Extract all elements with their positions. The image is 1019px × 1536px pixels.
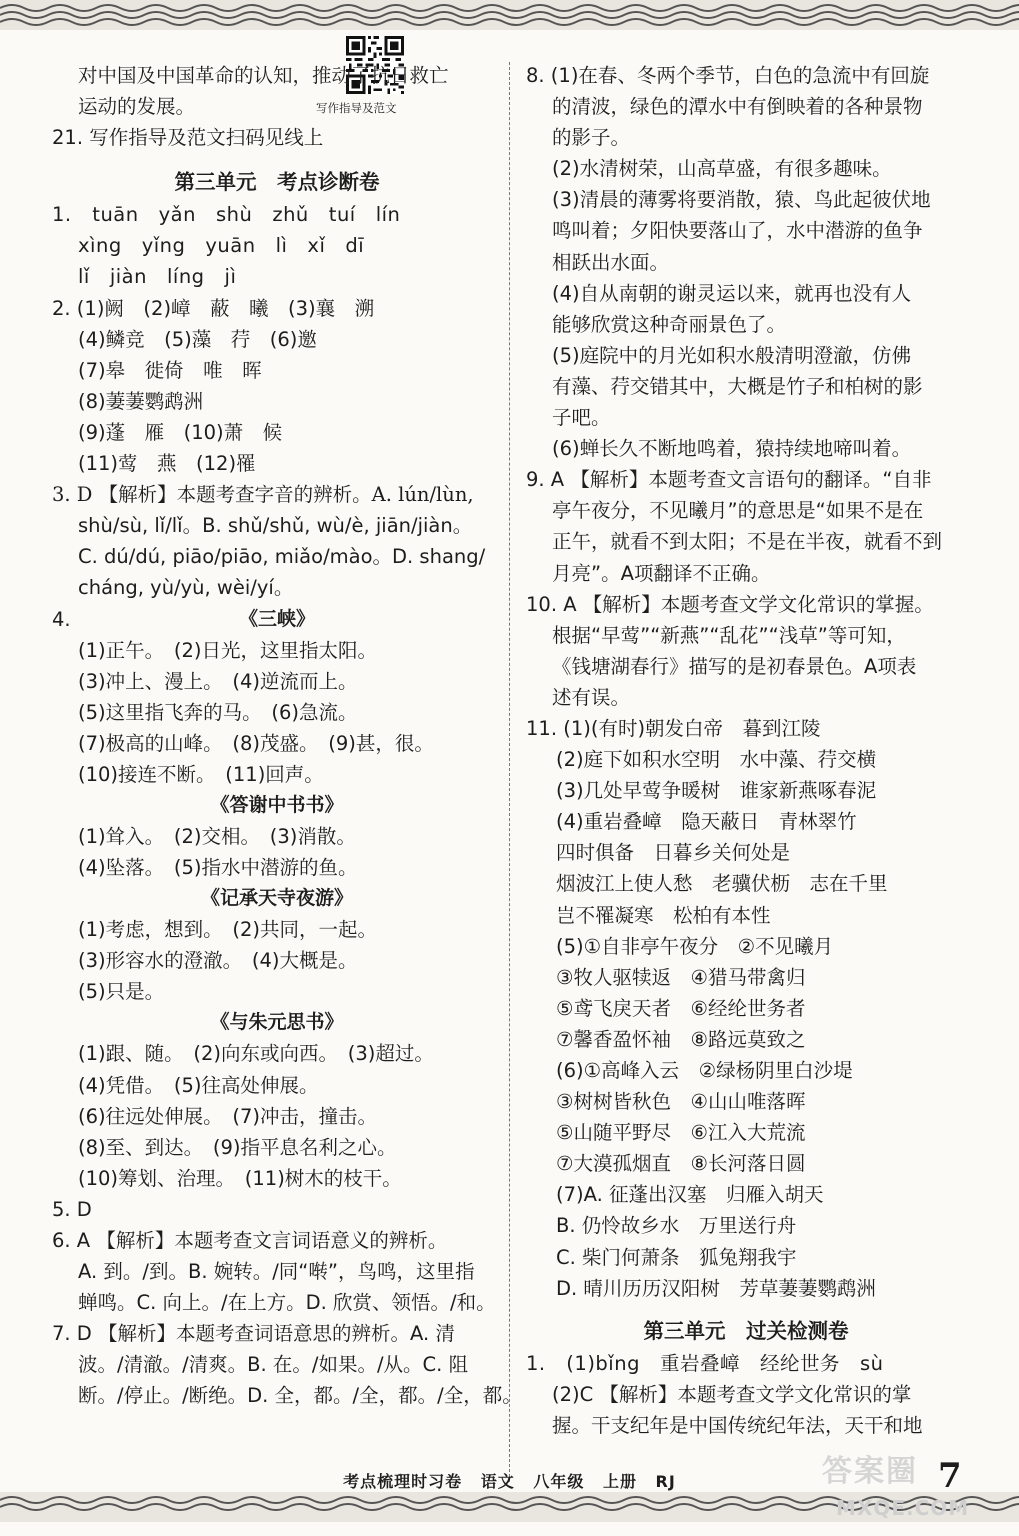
q4-daxie-line: (1)耸入。 (2)交相。 (3)消散。 bbox=[78, 824, 356, 848]
q11-line: 烟波江上使人愁 老骥伏枥 志在千里 bbox=[556, 872, 888, 896]
q8-line: 能够欣赏这种奇丽景色了。 bbox=[552, 312, 787, 336]
q5-line: 5. D bbox=[52, 1197, 92, 1221]
q11-line: 岂不罹凝寒 松柏有本性 bbox=[556, 903, 771, 927]
top-wave-band bbox=[0, 0, 1019, 30]
q9-line: 正午，就看不到太阳；不是在半夜，就看不到 bbox=[552, 530, 943, 554]
q4-yuzhu-line: (8)至、到达。 (9)指平息名利之心。 bbox=[78, 1135, 397, 1159]
q4-yuzhu-line: (10)筹划、治理。 (11)树木的枝干。 bbox=[78, 1166, 402, 1190]
page-number: 7 bbox=[938, 1456, 962, 1496]
q8-line: 鸣叫着；夕阳快要落山了，水中潜游的鱼争 bbox=[552, 219, 923, 243]
subtitle-yuzhu: 《与朱元思书》 bbox=[210, 1011, 344, 1034]
q4-sanxia-line: (1)正午。 (2)日光，这里指太阳。 bbox=[78, 638, 377, 662]
qr-caption: 写作指导及范文 bbox=[316, 101, 397, 115]
footer-book-title: 考点梳理时习卷 bbox=[343, 1472, 463, 1491]
q4-sanxia-line: (3)冲上、漫上。 (4)逆流而上。 bbox=[78, 669, 358, 693]
q4-jicheng-line: (3)形容水的澄澈。 (4)大概是。 bbox=[78, 949, 358, 973]
q4-jicheng-line: (1)考虑，想到。 (2)共同，一起。 bbox=[78, 918, 377, 942]
test-q1-line: 1. (1)bǐng 重岩叠嶂 经纶世务 sù bbox=[526, 1351, 884, 1375]
q4-number: 4. bbox=[52, 607, 71, 631]
q7-line: 断。/停止。/断绝。D. 全，都。/全，都。/全，都。 bbox=[78, 1384, 522, 1408]
q4-jicheng-line: (5)只是。 bbox=[78, 980, 165, 1004]
section-title-diagnosis: 第三单元 考点诊断卷 bbox=[174, 170, 380, 195]
subtitle-sanxia: 《三峡》 bbox=[238, 607, 315, 630]
q11-line: 四时俱备 日暮乡关何处是 bbox=[556, 841, 791, 865]
subtitle-jicheng: 《记承天寺夜游》 bbox=[200, 887, 353, 910]
q11-line: (2)庭下如积水空明 水中藻、荇交横 bbox=[556, 748, 877, 772]
q21-line: 21. 写作指导及范文扫码见线上 bbox=[52, 126, 324, 150]
column-divider bbox=[509, 62, 511, 1482]
test-q1-line: (2)C 【解析】本题考查文学文化常识的掌 bbox=[552, 1382, 912, 1406]
q4-sanxia-line: (10)接连不断。 (11)回声。 bbox=[78, 762, 324, 786]
q8-line: (6)蝉长久不断地鸣着，猿持续地啼叫着。 bbox=[552, 437, 912, 461]
q8-line: 的清波，绿色的潭水中有倒映着的各种景物 bbox=[552, 95, 923, 119]
footer-subject: 语文 bbox=[480, 1472, 515, 1491]
q1-pinyin-line: xìng yǐng yuān lì xǐ dī bbox=[78, 234, 365, 258]
q8-line: (4)自从南朝的谢灵运以来，就再也没有人 bbox=[552, 281, 912, 305]
q11-line: ⑤鸢飞戾天者 ⑥经纶世务者 bbox=[556, 996, 806, 1020]
q11-line: B. 仍怜故乡水 万里送行舟 bbox=[556, 1214, 797, 1238]
continued-text-line: 运动的发展。 bbox=[78, 95, 196, 119]
q8-line: (3)清晨的薄雾将要消散，猿、鸟此起彼伏地 bbox=[552, 188, 931, 212]
watermark-url: MXQE.COM bbox=[836, 1496, 970, 1520]
continued-text-line: 对中国及中国革命的认知，推动了抗日救亡 bbox=[78, 64, 449, 87]
q2-line: (8)萋萋鹦鹉洲 bbox=[78, 389, 204, 413]
test-q1-line: 握。干支纪年是中国传统纪年法，天干和地 bbox=[552, 1413, 923, 1437]
subtitle-daxie: 《答谢中书书》 bbox=[210, 793, 344, 816]
footer-volume: 上册 bbox=[602, 1472, 637, 1491]
q8-line: 相跃出水面。 bbox=[552, 250, 670, 274]
q2-line: 2. (1)阙 (2)嶂 蔽 曦 (3)襄 溯 bbox=[52, 296, 375, 320]
q9-line: 亭午夜分，不见曦月”的意思是“如果不是在 bbox=[552, 499, 924, 523]
q10-line: 《钱塘湖春行》描写的是初春景色。A项表 bbox=[552, 654, 917, 678]
q11-line: (7)A. 征蓬出汉塞 归雁入胡天 bbox=[556, 1183, 824, 1207]
q11-line: ③树树皆秋色 ④山山唯落晖 bbox=[556, 1090, 806, 1114]
footer-edition: RJ bbox=[655, 1472, 676, 1491]
q10-line: 10. A 【解析】本题考查文学文化常识的掌握。 bbox=[526, 592, 934, 616]
q11-line: ⑤山随平野尽 ⑥江入大荒流 bbox=[556, 1121, 806, 1145]
q9-line: 月亮”。A项翻译不正确。 bbox=[552, 561, 771, 585]
q9-line: 9. A 【解析】本题考查文言语句的翻译。“自非 bbox=[526, 468, 932, 492]
q2-line: (9)蓬 雁 (10)萧 候 bbox=[78, 420, 283, 444]
q4-yuzhu-line: (6)往远处伸展。 (7)冲击，撞击。 bbox=[78, 1104, 377, 1128]
q11-line: (3)几处早莺争暖树 谁家新燕啄春泥 bbox=[556, 779, 877, 803]
q8-line: 的影子。 bbox=[552, 126, 631, 150]
q7-line: 7. D 【解析】本题考查词语意思的辨析。A. 清 bbox=[52, 1322, 455, 1346]
q11-line: ⑦馨香盈怀袖 ⑧路远莫致之 bbox=[556, 1027, 806, 1051]
q3-line: shù/sù, lǐ/lǐ。B. shǔ/shǔ, wù/è, jiān/jiàn。 bbox=[78, 514, 473, 538]
q10-line: 述有误。 bbox=[552, 685, 631, 709]
q3-line: C. dú/dú, piāo/piāo, miǎo/mào。D. shang/ bbox=[78, 545, 486, 569]
q11-line: D. 晴川历历汉阳树 芳草萋萋鹦鹉洲 bbox=[556, 1276, 876, 1300]
q3-line: 3. D 【解析】本题考查字音的辨析。A. lún/lùn, bbox=[52, 483, 474, 507]
q4-sanxia-line: (5)这里指飞奔的马。 (6)急流。 bbox=[78, 700, 358, 724]
q4-yuzhu-line: (1)跟、随。 (2)向东或向西。 (3)超过。 bbox=[78, 1042, 434, 1066]
section-title-checkpoint: 第三单元 过关检测卷 bbox=[643, 1318, 849, 1343]
left-column bbox=[52, 60, 522, 1412]
q11-line: 11. (1)(有时)朝发白帝 暮到江陵 bbox=[526, 716, 821, 740]
q2-line: (11)莺 燕 (12)罹 bbox=[78, 452, 256, 476]
q7-line: 波。/清澈。/清爽。B. 在。/如果。/从。C. 阻 bbox=[78, 1353, 469, 1377]
q6-line: 蝉鸣。C. 向上。/在上方。D. 欣赏、领悟。/和。 bbox=[78, 1291, 496, 1315]
q4-yuzhu-line: (4)凭借。 (5)往高处伸展。 bbox=[78, 1073, 319, 1097]
q3-line: cháng, yù/yù, wèi/yí。 bbox=[78, 576, 294, 600]
q11-line: C. 柴门何萧条 狐兔翔我宇 bbox=[556, 1245, 797, 1269]
q4-daxie-line: (4)坠落。 (5)指水中潜游的鱼。 bbox=[78, 856, 358, 880]
q11-line: (4)重岩叠嶂 隐天蔽日 青林翠竹 bbox=[556, 810, 857, 834]
q11-line: (5)①自非亭午夜分 ②不见曦月 bbox=[556, 934, 834, 958]
q6-line: 6. A 【解析】本题考查文言词语意义的辨析。 bbox=[52, 1229, 448, 1252]
q1-pinyin-line: 1. tuān yǎn shù zhǔ tuí lín bbox=[52, 203, 401, 227]
q8-line: (5)庭院中的月光如积水般清明澄澈，仿佛 bbox=[552, 343, 912, 367]
watermark-logo: 答案圈 bbox=[822, 1454, 918, 1489]
q11-line: ③牧人驱犊返 ④猎马带禽归 bbox=[556, 965, 806, 989]
q2-line: (4)鳞竞 (5)藻 荇 (6)邀 bbox=[78, 327, 317, 351]
q1-pinyin-line: lǐ jiàn líng jì bbox=[78, 265, 237, 289]
q4-sanxia-line: (7)极高的山峰。 (8)茂盛。 (9)甚，很。 bbox=[78, 731, 434, 755]
q11-line: (6)①高峰入云 ②绿杨阴里白沙堤 bbox=[556, 1059, 853, 1082]
q6-line: A. 到。/到。B. 婉转。/同“啭”，鸟鸣，这里指 bbox=[78, 1260, 475, 1284]
q8-line: (2)水清树荣，山高草盛，有很多趣味。 bbox=[552, 157, 892, 181]
q2-line: (7)皋 徙倚 唯 晖 bbox=[78, 358, 262, 382]
q11-line: ⑦大漠孤烟直 ⑧长河落日圆 bbox=[556, 1152, 806, 1176]
q8-line: 子吧。 bbox=[552, 406, 611, 430]
q10-line: 根据“早莺”“新燕”“乱花”“浅草”等可知， bbox=[552, 623, 906, 647]
q8-line: 有藻、荇交错其中，大概是竹子和柏树的影 bbox=[552, 374, 923, 398]
right-column bbox=[526, 60, 966, 1441]
footer-grade: 八年级 bbox=[533, 1472, 585, 1491]
q8-line: 8. (1)在春、冬两个季节，白色的急流中有回旋 bbox=[526, 64, 930, 87]
